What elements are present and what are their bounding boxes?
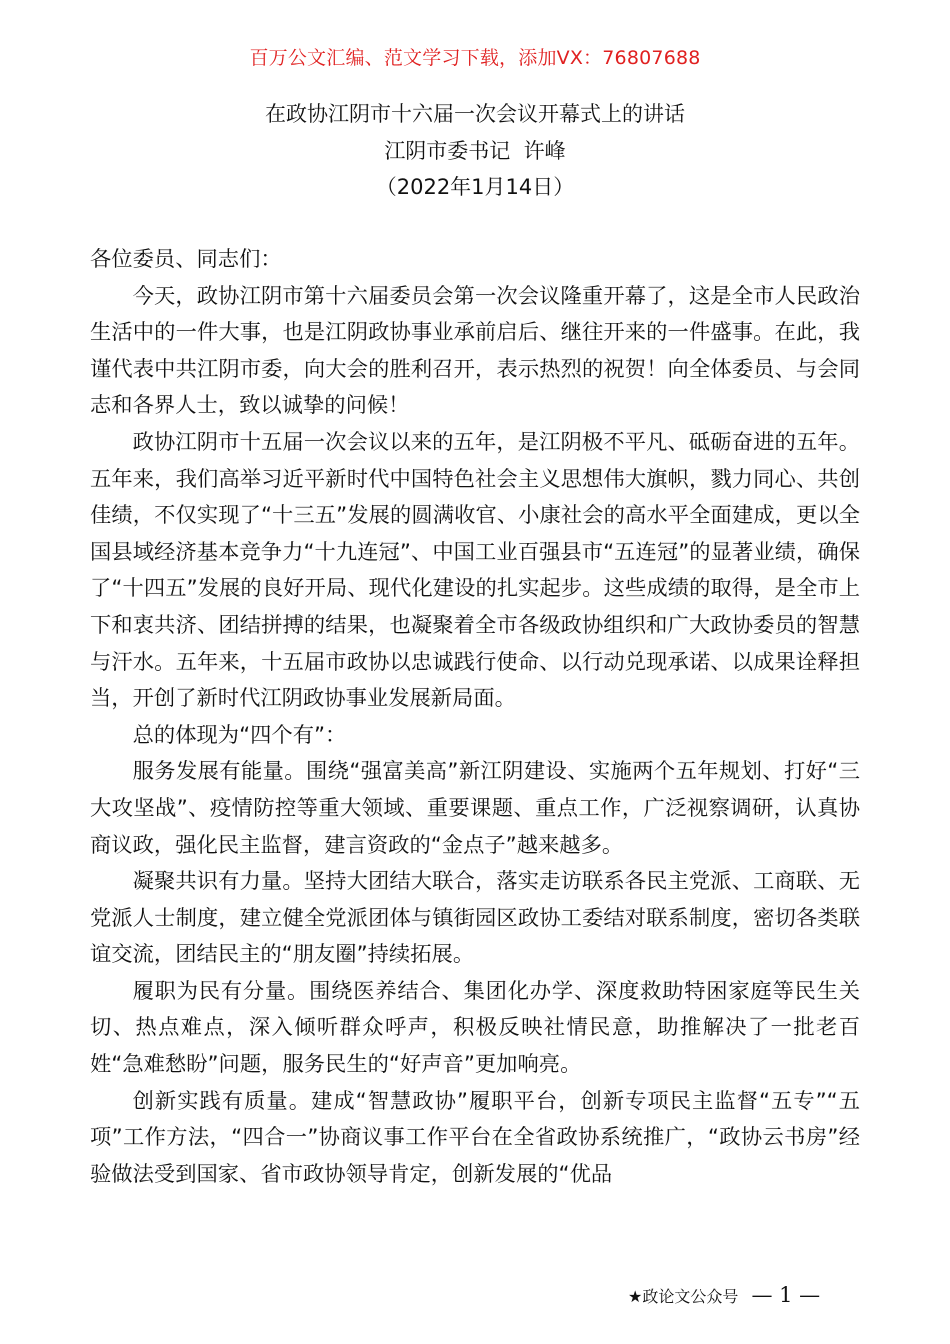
paragraph: 凝聚共识有力量。坚持大团结大联合，落实走访联系各民主党派、工商联、无党派人士制度，建立健全党派团体与镇街园区政协工委结对联系制度，密切各类联谊交流，团结民主的“朋友圈”持续拓展。 xyxy=(90,869,860,968)
salutation: 各位委员、同志们： xyxy=(90,247,282,272)
speaker-line: 江阴市委书记 许峰 xyxy=(384,138,566,163)
paragraph: 政协江阴市十五届一次会议以来的五年，是江阴极不平凡、砥砺奋进的五年。五年来，我们高举习近平新时代中国特色社会主义思想伟大旗帜，戮力同心、共创佳绩，不仅实现了“十三五”发展的圆满收官、小康社会的高水平全面建成，更以全国县域经济基本竞争力“十九连冠”、中国工业百强县市“五连冠”的显著业绩，确保了“十四五”发展的良好开局、现代化建设的扎实起步。这些成绩的取得，是全市上下和衷共济、团结拼搏的结果，也凝聚着全市各级政协组织和广大政协委员的智慧与汗水。五年来，十五届市政协以忠诚践行使命、以行动兑现承诺、以成果诠释担当，开创了新时代江阴政协事业发展新局面。 xyxy=(90,429,860,712)
speech-date: （2022年1月14日） xyxy=(375,175,575,199)
page-number: — 1 — xyxy=(751,1283,821,1307)
document-body xyxy=(90,242,860,1193)
paragraph: 创新实践有质量。建成“智慧政协”履职平台，创新专项民主监督“五专”“五项”工作方法，“四合一”协商议事工作平台在全省政协系统推广，“政协云书房”经验做法受到国家、省市政协领导肯定，创新发展的“优品 xyxy=(90,1088,860,1187)
paragraph: 今天，政协江阴市第十六届委员会第一次会议隆重开幕了，这是全市人民政治生活中的一件大事，也是江阴政协事业承前启后、继往开来的一件盛事。在此，我谨代表中共江阴市委，向大会的胜利召开，表示热烈的祝贺！向全体委员、与会同志和各界人士，致以诚挚的问候！ xyxy=(90,283,860,419)
footer-label: ★政论文公众号 xyxy=(628,1287,739,1306)
paragraph: 履职为民有分量。围绕医养结合、集团化办学、深度救助特困家庭等民生关切、热点难点，深入倾听群众呼声，积极反映社情民意，助推解决了一批老百姓“急难愁盼”问题，服务民生的“好声音”更加响亮。 xyxy=(90,978,860,1078)
paragraph: 服务发展有能量。围绕“强富美高”新江阴建设、实施两个五年规划、打好“三大攻坚战”、疫情防控等重大领域、重要课题、重点工作，广泛视察调研，认真协商议政，强化民主监督，建言资政的“金点子”越来越多。 xyxy=(90,759,860,858)
page-footer xyxy=(628,1284,820,1308)
document-header xyxy=(0,96,950,206)
paragraph: 总的体现为“四个有”： xyxy=(132,722,347,748)
document-title: 在政协江阴市十六届一次会议开幕式上的讲话 xyxy=(265,102,685,126)
download-banner: 百万公文汇编、范文学习下载，添加VX：76807688 xyxy=(249,47,701,69)
